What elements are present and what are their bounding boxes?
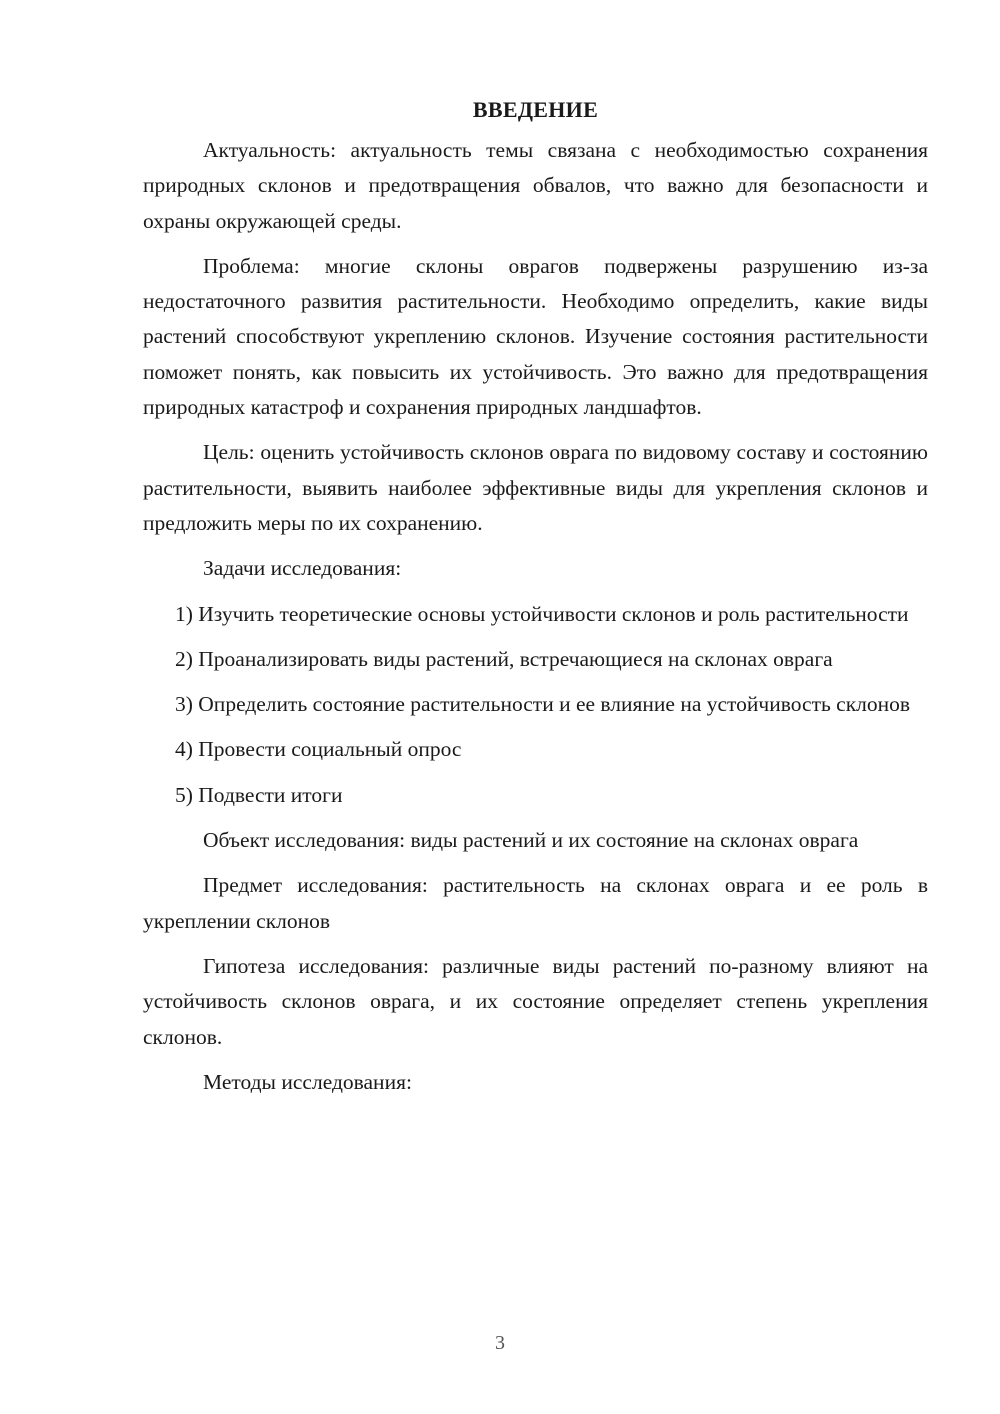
paragraph-object: Объект исследования: виды растений и их состояние на склонах оврага [203,828,859,853]
paragraph-subject: Предмет исследования: растительность на склонах оврага и ее роль в укреплении склонов [143,873,928,933]
task-item-3: 3) Определить состояние растительности и ее влияние на устойчивость склонов [175,692,911,717]
paragraph-methods: Методы исследования: [203,1069,412,1094]
paragraph-hypothesis: Гипотеза исследования: различные виды растений по-разному влияют на устойчивость склонов оврага, и их состояние определяет степень укрепления склонов. [143,953,928,1049]
task-item-1: 1) Изучить теоретические основы устойчивости склонов и роль растительности [175,601,909,626]
task-item-4: 4) Провести социальный опрос [175,737,462,762]
paragraph-problem: Проблема: многие склоны оврагов подвержены разрушению из-за недостаточного развития растительности. Необходимо определить, какие виды растений способствуют укреплению склонов. Изучение состояния растительности поможет понять, как повысить их устойчивость. Это важно для предотвращения природных катастроф и сохранения природных ландшафтов. [143,253,928,420]
task-item-2: 2) Проанализировать виды растений, встречающиеся на склонах оврага [175,646,833,671]
paragraph-goal: Цель: оценить устойчивость склонов оврага по видовому составу и состоянию растительности, выявить наиболее эффективные виды для укрепления склонов и предложить меры по их сохранению. [143,440,928,535]
task-item-5: 5) Подвести итоги [175,782,343,807]
paragraph-tasks-heading: Задачи исследования: [203,556,402,581]
section-heading: ВВЕДЕНИЕ [472,97,599,122]
page-number: 3 [495,1332,505,1354]
paragraph-relevance: Актуальность: актуальность темы связана с необходимостью сохранения природных склонов и предотвращения обвалов, что важно для безопасности и охраны окружающей среды. [143,138,928,233]
document-page [143,92,928,1110]
